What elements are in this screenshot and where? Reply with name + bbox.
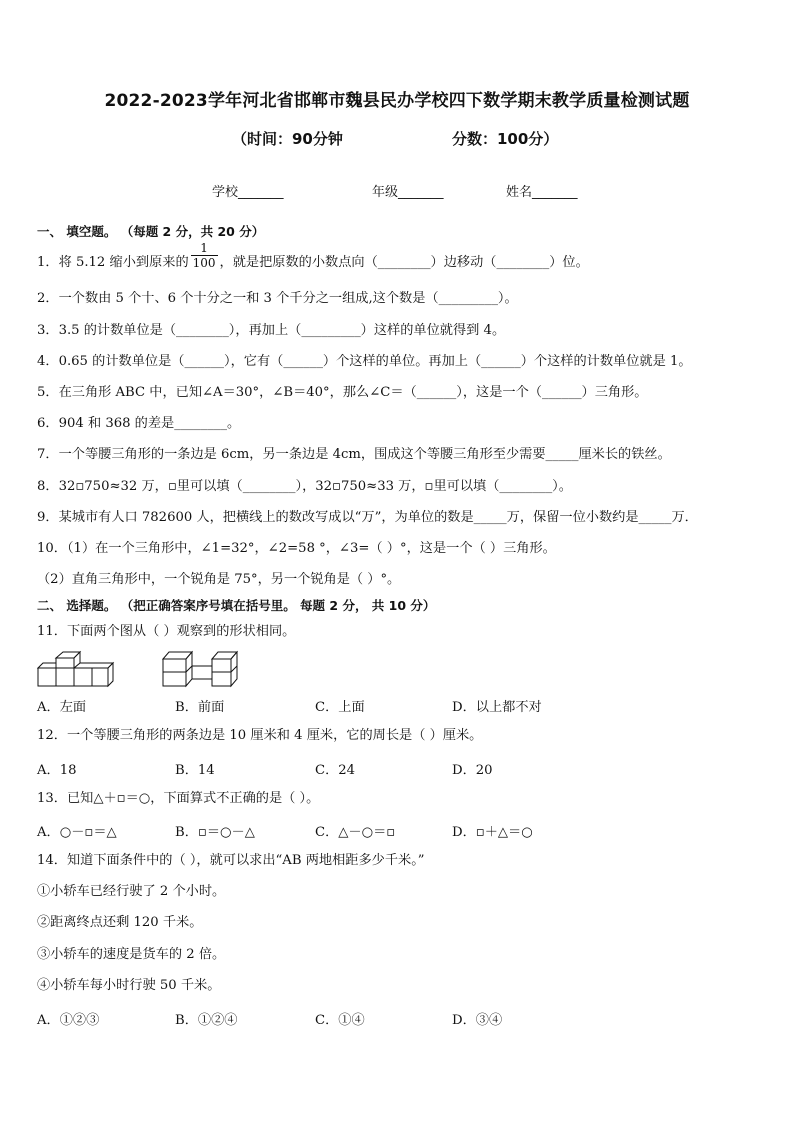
exam-score: 分数：100分） [452,130,559,148]
q11-option-a[interactable]: A．左面 [37,700,87,715]
page-title: 2022-2023学年河北省邯郸市魏县民办学校四下数学期末教学质量检测试题 [104,91,690,111]
q11-option-c[interactable]: C．上面 [315,700,365,715]
question-9: 9．某城市有人口 782600 人，把横线上的数改写成以“万”，为单位的数是_____万，保留一位小数约是_____万． [37,510,698,525]
q12-option-a[interactable]: A．18 [37,763,77,778]
q13-option-a[interactable]: A．○－▫＝△ [37,825,117,840]
question-8: 8．32▫750≈32 万，▫里可以填（________），32▫750≈33 万，▫里可以填（________）。 [37,479,572,494]
q14-condition-2: ②距离终点还剩 120 千米。 [37,915,203,930]
q12-option-b[interactable]: B．14 [175,763,215,778]
q14-option-d[interactable]: D．③④ [452,1013,503,1028]
question-13: 13．已知△＋▫＝○，下面算式不正确的是（ ）。 [37,791,320,806]
q11-figures [37,648,247,692]
section-1-heading: 一、 填空题。 （每题 2 分，共 20 分） [37,224,265,239]
grade-field: 年级_______ [372,185,444,200]
name-field: 姓名_______ [506,185,578,200]
question-2: 2．一个数由 5 个十、6 个十分之一和 3 个千分之一组成,这个数是（_________）。 [37,291,518,306]
question-5: 5．在三角形 ABC 中，已知∠A＝30°，∠B＝40°，那么∠C＝（______），这是一个（______）三角形。 [37,385,648,400]
question-11: 11．下面两个图从（ ）观察到的形状相同。 [37,624,296,639]
q1-text-start: 1．将 5.12 缩小到原来的 [37,255,189,270]
section-2-heading: 二、 选择题。 （把正确答案序号填在括号里。 每题 2 分， 共 10 分） [37,598,436,613]
question-4: 4．0.65 的计数单位是（______），它有（______）个这样的单位。再加上（______）个这样的计数单位就是 1。 [37,354,692,369]
q12-option-c[interactable]: C．24 [315,763,356,778]
fraction-one-hundredth [191,241,218,270]
q13-option-b[interactable]: B．▫＝○－△ [175,825,255,840]
question-6: 6．904 和 368 的差是________。 [37,416,241,431]
question-10-part-2: （2）直角三角形中，一个锐角是 75°，另一个锐角是（ ）°。 [37,572,401,587]
q13-option-d[interactable]: D．▫＋△＝○ [452,825,533,840]
fraction-numerator: 1 [191,241,218,256]
question-3: 3．3.5 的计数单位是（________），再加上（_________）这样的单位就得到 4。 [37,323,506,338]
q14-option-c[interactable]: C．①④ [315,1013,365,1028]
cube-stack-figures [37,648,247,688]
exam-time: （时间：90分钟 [232,130,343,148]
school-field: 学校_______ [212,185,284,200]
question-12: 12．一个等腰三角形的两条边是 10 厘米和 4 厘米，它的周长是（ ）厘米。 [37,728,483,743]
question-14: 14．知道下面条件中的（ ），就可以求出“AB 两地相距多少千米。” [37,853,425,868]
q1-text-end: ，就是把原数的小数点向（________）边移动（________）位。 [219,255,589,270]
question-7: 7．一个等腰三角形的一条边是 6cm，另一条边是 4cm，围成这个等腰三角形至少需要_____厘米长的铁丝。 [37,447,671,462]
q12-option-d[interactable]: D．20 [452,763,493,778]
q14-option-a[interactable]: A．①②③ [37,1013,100,1028]
cube-figure-1 [38,652,113,686]
q14-condition-3: ③小轿车的速度是货车的 2 倍。 [37,947,226,962]
q11-option-b[interactable]: B．前面 [175,700,225,715]
question-10-part-1: 10．（1）在一个三角形中，∠1=32°，∠2=58 °，∠3=（ ）°，这是一个（ ）三角形。 [37,541,556,556]
q14-condition-1: ①小轿车已经行驶了 2 个小时。 [37,884,226,899]
question-1 [37,241,764,272]
q13-option-c[interactable]: C．△－○＝▫ [315,825,396,840]
q14-condition-4: ④小轿车每小时行驶 50 千米。 [37,978,221,993]
q11-option-d[interactable]: D．以上都不对 [452,700,542,715]
fraction-denominator: 100 [192,256,216,270]
cube-figure-2 [163,652,237,686]
q14-option-b[interactable]: B．①②④ [175,1013,238,1028]
